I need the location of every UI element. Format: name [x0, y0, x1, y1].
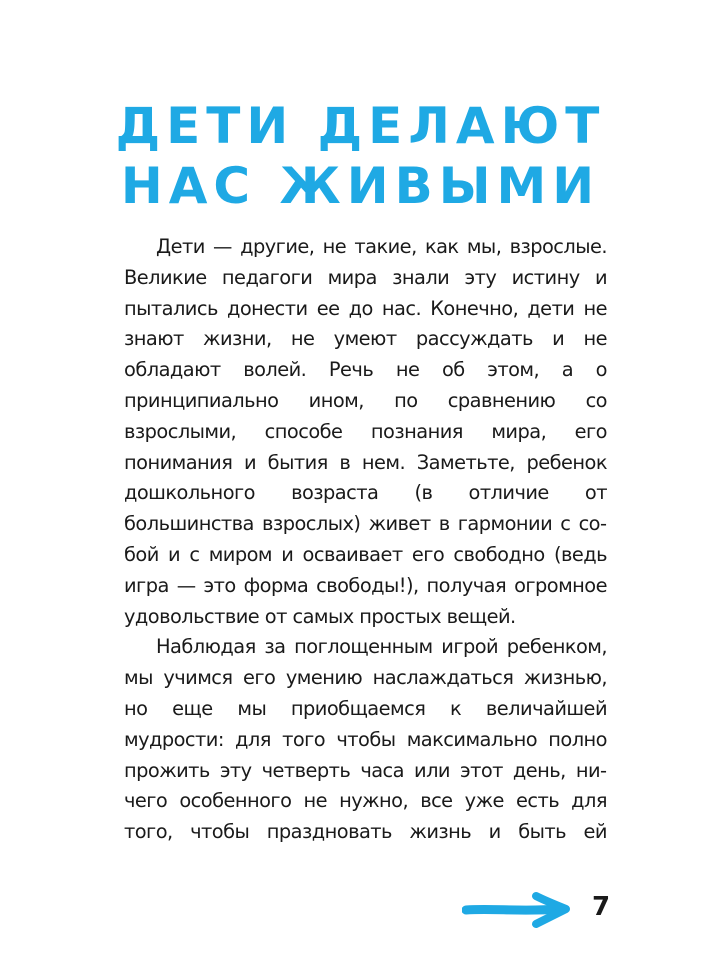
right-arrow-icon — [462, 890, 572, 930]
body-text — [124, 232, 607, 848]
chapter-title-line-1: ДЕТИ ДЕЛАЮТ — [115, 97, 606, 155]
paragraph-1: Дети — другие, не такие, как мы, взрослые. Великие педагоги мира знали эту истину и пытались донести ее до нас. Конечно, дети не знают жизни, не умеют рассуждать и не обладают волей. Речь не об этом, а о принципиально ином, по сравнению со взрослыми, способе познания мира, его понимания и бытия в нем. Заметьте, ребенок дошкольного возраста (в отличие от большинства взрослых) живет в гармонии с собой и с миром и осваивает его свободно (ведь игра — это форма свободы!), получая огромное удовольствие от самых простых вещей. — [124, 235, 607, 628]
page-number: 7 — [592, 892, 611, 922]
paragraph-2: Наблюдая за поглощенным игрой ребенком, мы учимся его умению наслаждаться жизнью, но еще мы приобщаемся к величайшей мудрости: для того чтобы максимально полно прожить эту четверть часа или этот день, ничего особенного не нужно, все уже есть для того, чтобы праздновать жизнь и быть ей — [124, 635, 607, 844]
chapter-title — [0, 96, 721, 216]
chapter-title-line-2: НАС ЖИВЫМИ — [120, 157, 601, 215]
